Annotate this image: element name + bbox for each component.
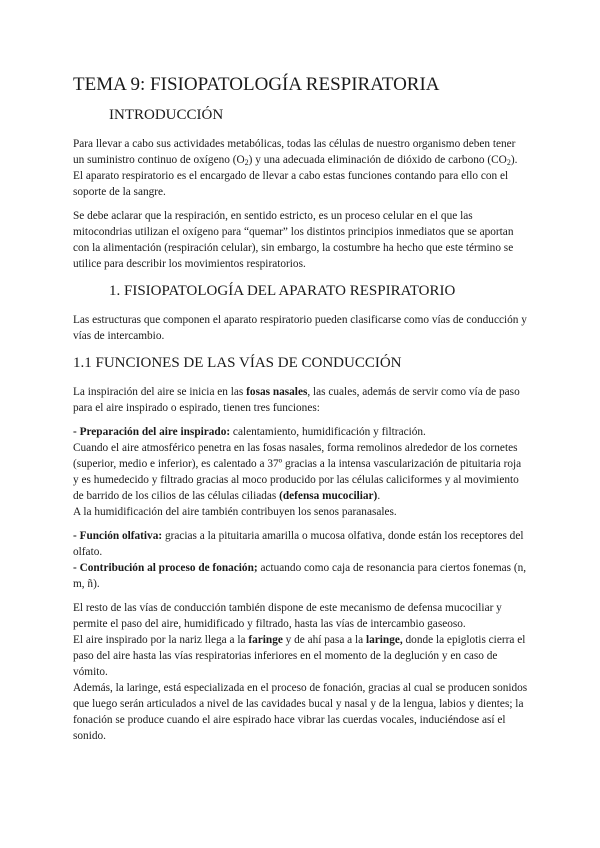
section-1-1-paragraph-4: Además, la laringe, está especializada en el proceso de fonación, gracias al cual se producen sonidos que luego serán articulados a nivel de las cavidades bucal y nasal y de la lengua, labios y dientes; la fonación se produce cuando el aire espirado hace vibrar las cuerdas vocales, induciéndose así el sonido. xyxy=(73,682,528,742)
text-run: ) y una adecuada eliminación de dióxido de carbono (CO xyxy=(248,154,507,166)
section-1-1-heading: 1.1 FUNCIONES DE LAS VÍAS DE CONDUCCIÓN xyxy=(73,355,402,371)
bold-term: fosas nasales xyxy=(246,386,308,398)
section-1-1-paragraph-1 xyxy=(73,384,528,416)
function-1 xyxy=(73,424,528,440)
text-run: gracias a la pituitaria amarilla o mucosa olfativa, donde están los receptores del olfato. xyxy=(73,530,524,558)
section-1-1-paragraph-2: El resto de las vías de conducción también dispone de este mecanismo de defensa mucociliar y permite el paso del aire, humidificado y filtrado, hasta las vías de intercambio gaseoso. xyxy=(73,602,502,630)
function-2 xyxy=(73,528,528,560)
text-run: Para llevar a cabo sus actividades metabólicas, todas las células de nuestro organismo deben tener un suministro continuo de oxígeno (O xyxy=(73,138,516,166)
function-1-detail-2: A la humidificación del aire también contribuyen los senos paranasales. xyxy=(73,506,397,518)
function-3 xyxy=(73,560,528,592)
text-run: y de ahí pasa a la xyxy=(282,634,366,646)
bold-term: - Contribución al proceso de fonación; xyxy=(73,562,258,574)
bold-term: faringe xyxy=(248,634,283,646)
text-run: El aire inspirado por la nariz llega a la xyxy=(73,634,249,646)
intro-paragraph-3: Se debe aclarar que la respiración, en sentido estricto, es un proceso celular en el que las mitocondrias utilizan el oxígeno para “quemar” los distintos principios inmediatos que se aportan con la alimentación (respiración celular), sin embargo, la costumbre ha hecho que este término se utilice para describir los movimientos respiratorios. xyxy=(73,210,514,270)
text-run: , las cuales, además de servir como vía de paso para el aire inspirado o espirado, tienen tres funciones: xyxy=(73,386,520,414)
function-1-detail xyxy=(73,440,528,504)
bold-term: laringe, xyxy=(365,634,403,646)
text-run: ). xyxy=(510,154,518,166)
text-run: . xyxy=(377,490,381,502)
text-run: donde la epiglotis cierra el paso del aire hasta las vías respiratorias inferiores en el momento de la deglución y en caso de vómito. xyxy=(73,634,526,678)
text-run: calentamiento, humidificación y filtración. xyxy=(230,426,426,438)
bold-term: - Preparación del aire inspirado: xyxy=(73,426,231,438)
document-title: TEMA 9: FISIOPATOLOGÍA RESPIRATORIA xyxy=(73,74,440,95)
section-1-1-paragraph-3 xyxy=(73,632,528,680)
bold-term: (defensa mucociliar) xyxy=(279,490,378,502)
text-run: actuando como caja de resonancia para ciertos fonemas (n, m, ñ). xyxy=(73,562,527,590)
section-1-paragraph: Las estructuras que componen el aparato respiratorio pueden clasificarse como vías de conducción y vías de intercambio. xyxy=(73,314,527,342)
intro-paragraph-2: El aparato respiratorio es el encargado de llevar a cabo estas funciones contando para ello con el soporte de la sangre. xyxy=(73,170,509,198)
subscript: 2 xyxy=(244,158,249,167)
text-run: Cuando el aire atmosférico penetra en las fosas nasales, forma remolinos alrededor de los cornetes (superior, medio e inferior), es calentado a 37º gracias a la intensa vascularización de pituitaria roja y es humedecido y filtrado gracias al moco producido por las células caliciformes y al movimiento de barrido de los cilios de las células ciliadas xyxy=(73,442,522,502)
intro-heading: INTRODUCCIÓN xyxy=(109,107,224,123)
text-run: La inspiración del aire se inicia en las xyxy=(73,386,247,398)
section-1-heading: 1. FISIOPATOLOGÍA DEL APARATO RESPIRATORIO xyxy=(109,283,456,299)
intro-paragraph-1 xyxy=(73,136,528,168)
bold-term: - Función olfativa: xyxy=(73,530,163,542)
subscript: 2 xyxy=(506,158,511,167)
